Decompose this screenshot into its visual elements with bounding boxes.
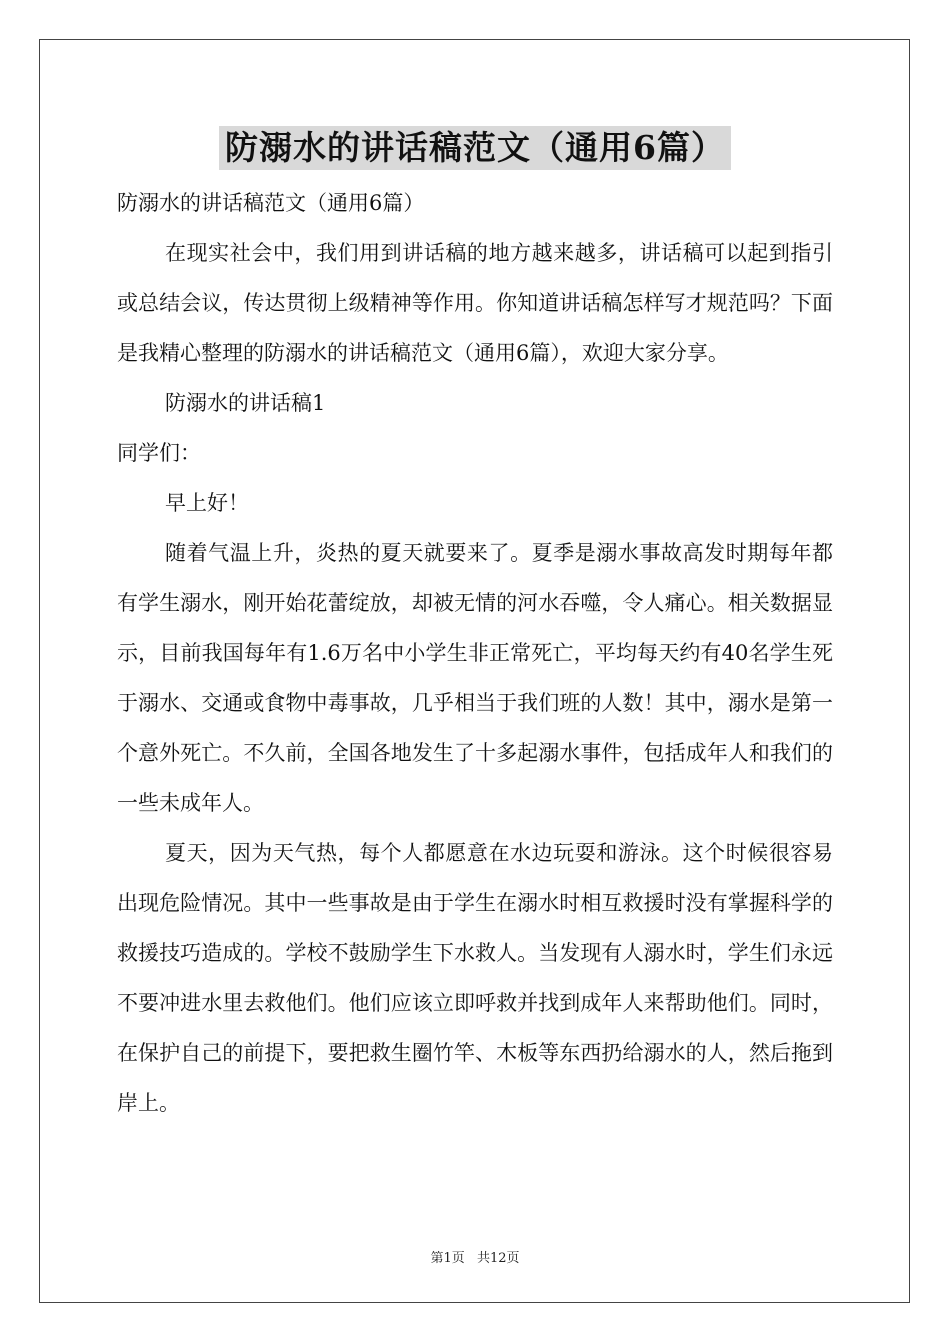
title-container	[0, 126, 950, 170]
page-number: 第1页	[430, 1251, 465, 1266]
paragraph-intro: 在现实社会中，我们用到讲话稿的地方越来越多，讲话稿可以起到指引或总结会议，传达贯彻上级精神等作用。你知道讲话稿怎样写才规范吗？下面是我精心整理的防溺水的讲话稿范文（通用6篇），欢迎大家分享。	[117, 241, 833, 365]
page-total: 共12页	[476, 1251, 520, 1266]
page-footer	[0, 1247, 950, 1266]
greeting: 早上好！	[165, 491, 249, 515]
section-heading: 防溺水的讲话稿1	[165, 391, 326, 415]
document-title: 防溺水的讲话稿范文（通用6篇）	[219, 126, 731, 170]
paragraph-body-2: 夏天，因为天气热，每个人都愿意在水边玩耍和游泳。这个时候很容易出现危险情况。其中一些事故是由于学生在溺水时相互救援时没有掌握科学的救援技巧造成的。学校不鼓励学生下水救人。当发现有人溺水时，学生们永远不要冲进水里去救他们。他们应该立即呼救并找到成年人来帮助他们。同时，在保护自己的前提下，要把救生圈竹竿、木板等东西扔给溺水的人，然后拖到岸上。	[117, 841, 833, 1115]
document-subtitle: 防溺水的讲话稿范文（通用6篇）	[117, 191, 425, 215]
document-body	[117, 178, 833, 1128]
paragraph-body-1: 随着气温上升，炎热的夏天就要来了。夏季是溺水事故高发时期每年都有学生溺水，刚开始花蕾绽放，却被无情的河水吞噬，令人痛心。相关数据显示，目前我国每年有1.6万名中小学生非正常死亡，平均每天约有40名学生死于溺水、交通或食物中毒事故，几乎相当于我们班的人数！其中，溺水是第一个意外死亡。不久前，全国各地发生了十多起溺水事件，包括成年人和我们的一些未成年人。	[117, 541, 833, 815]
salutation: 同学们：	[117, 441, 201, 465]
